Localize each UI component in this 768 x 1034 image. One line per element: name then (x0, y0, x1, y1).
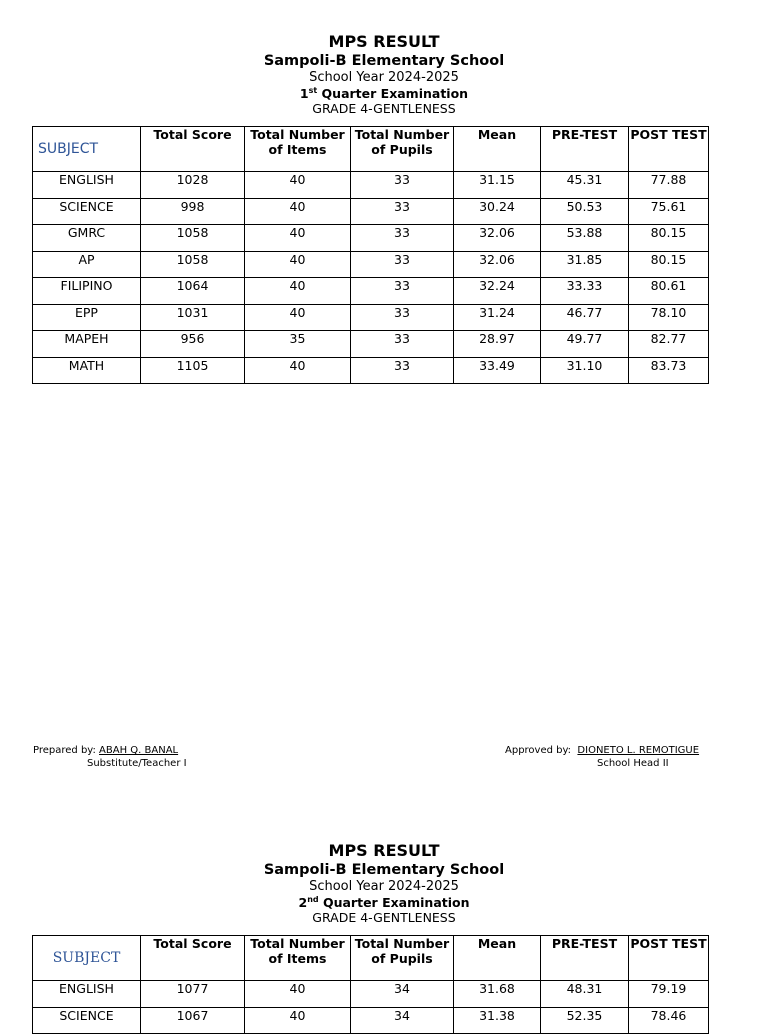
approved-by-title: School Head II (597, 758, 669, 769)
pre-test-cell: 50.53 (541, 198, 629, 225)
total-items-header: Total Number of Items (245, 936, 351, 981)
total-items-cell: 35 (245, 331, 351, 358)
table-row (33, 357, 709, 384)
total-pupils-cell: 33 (351, 198, 454, 225)
total-items-cell: 40 (245, 251, 351, 278)
mean-cell: 32.24 (454, 278, 541, 305)
mean-header: Mean (454, 127, 541, 172)
pre-test-header: PRE-TEST (541, 127, 629, 172)
total-pupils-cell: 33 (351, 251, 454, 278)
mean-cell: 30.24 (454, 198, 541, 225)
subject-cell: GMRC (33, 225, 141, 252)
mean-cell: 31.24 (454, 304, 541, 331)
approved-by-name: DIONETO L. REMOTIGUE (577, 745, 700, 756)
post-test-cell: 79.19 (629, 981, 709, 1008)
table-row (33, 251, 709, 278)
table-row (33, 981, 709, 1008)
prepared-by-name: ABAH Q. BANAL (99, 745, 179, 756)
subject-cell: MATH (33, 357, 141, 384)
report1-table (32, 126, 709, 384)
post-test-cell: 77.88 (629, 172, 709, 199)
pre-test-cell: 31.85 (541, 251, 629, 278)
total-pupils-cell: 33 (351, 172, 454, 199)
mean-cell: 32.06 (454, 251, 541, 278)
total-pupils-cell: 34 (351, 981, 454, 1008)
report2-school-year: School Year 2024-2025 (309, 879, 459, 894)
total-pupils-cell: 33 (351, 225, 454, 252)
prepared-by (33, 744, 178, 757)
total-items-cell: 40 (245, 981, 351, 1008)
total-pupils-cell: 34 (351, 1007, 454, 1034)
report2-title: MPS RESULT (328, 841, 440, 860)
pre-test-header: PRE-TEST (541, 936, 629, 981)
mean-header: Mean (454, 936, 541, 981)
table-row (33, 172, 709, 199)
report2-table (32, 935, 709, 1034)
mean-cell: 31.15 (454, 172, 541, 199)
post-test-cell: 80.61 (629, 278, 709, 305)
total-score-header: Total Score (141, 127, 245, 172)
total-items-cell: 40 (245, 278, 351, 305)
subject-cell: EPP (33, 304, 141, 331)
post-test-header: POST TEST (629, 127, 709, 172)
total-items-cell: 40 (245, 225, 351, 252)
total-pupils-cell: 33 (351, 304, 454, 331)
total-score-cell: 998 (141, 198, 245, 225)
total-score-cell: 1064 (141, 278, 245, 305)
total-items-cell: 40 (245, 198, 351, 225)
table-row (33, 1007, 709, 1034)
subject-cell: FILIPINO (33, 278, 141, 305)
report1-grade: GRADE 4-GENTLENESS (312, 101, 456, 116)
post-test-cell: 80.15 (629, 225, 709, 252)
table-row (33, 304, 709, 331)
total-items-cell: 40 (245, 304, 351, 331)
subject-header: SUBJECT (33, 127, 141, 172)
total-score-cell: 1077 (141, 981, 245, 1008)
report2-school-name: Sampoli-B Elementary School (263, 862, 505, 878)
total-items-cell: 40 (245, 1007, 351, 1034)
report1-school-name: Sampoli-B Elementary School (263, 53, 505, 69)
prepared-by-title: Substitute/Teacher I (87, 758, 187, 769)
post-test-cell: 78.10 (629, 304, 709, 331)
pre-test-cell: 31.10 (541, 357, 629, 384)
table-row (33, 278, 709, 305)
mean-cell: 32.06 (454, 225, 541, 252)
total-pupils-cell: 33 (351, 278, 454, 305)
subject-cell: SCIENCE (33, 1007, 141, 1034)
total-pupils-cell: 33 (351, 357, 454, 384)
mean-cell: 31.38 (454, 1007, 541, 1034)
subject-header: SUBJECT (33, 936, 141, 981)
report1-title: MPS RESULT (328, 32, 440, 51)
mean-cell: 33.49 (454, 357, 541, 384)
post-test-cell: 82.77 (629, 331, 709, 358)
approved-by-label: Approved by: (505, 745, 572, 756)
report2-grade: GRADE 4-GENTLENESS (312, 910, 456, 925)
total-score-cell: 956 (141, 331, 245, 358)
pre-test-cell: 45.31 (541, 172, 629, 199)
total-score-cell: 1058 (141, 251, 245, 278)
subject-cell: MAPEH (33, 331, 141, 358)
subject-cell: AP (33, 251, 141, 278)
pre-test-cell: 53.88 (541, 225, 629, 252)
report1-school-year: School Year 2024-2025 (309, 70, 459, 85)
table-row (33, 225, 709, 252)
total-score-header: Total Score (141, 936, 245, 981)
mean-cell: 28.97 (454, 331, 541, 358)
total-items-header: Total Number of Items (245, 127, 351, 172)
total-score-cell: 1105 (141, 357, 245, 384)
total-items-cell: 40 (245, 172, 351, 199)
pre-test-cell: 46.77 (541, 304, 629, 331)
post-test-cell: 80.15 (629, 251, 709, 278)
report1-quarter: 1st Quarter Examination (299, 86, 469, 101)
subject-cell: ENGLISH (33, 172, 141, 199)
post-test-cell: 83.73 (629, 357, 709, 384)
mean-cell: 31.68 (454, 981, 541, 1008)
total-pupils-header: Total Number of Pupils (351, 127, 454, 172)
subject-cell: SCIENCE (33, 198, 141, 225)
total-pupils-header: Total Number of Pupils (351, 936, 454, 981)
pre-test-cell: 33.33 (541, 278, 629, 305)
approved-by (505, 744, 699, 757)
pre-test-cell: 48.31 (541, 981, 629, 1008)
table-row (33, 198, 709, 225)
prepared-by-label: Prepared by: (33, 745, 96, 756)
total-score-cell: 1031 (141, 304, 245, 331)
report2-quarter: 2nd Quarter Examination (298, 895, 470, 910)
pre-test-cell: 49.77 (541, 331, 629, 358)
post-test-header: POST TEST (629, 936, 709, 981)
total-score-cell: 1028 (141, 172, 245, 199)
total-score-cell: 1067 (141, 1007, 245, 1034)
table-row (33, 331, 709, 358)
pre-test-cell: 52.35 (541, 1007, 629, 1034)
total-score-cell: 1058 (141, 225, 245, 252)
table-header-row (33, 127, 709, 172)
total-pupils-cell: 33 (351, 331, 454, 358)
table-header-row (33, 936, 709, 981)
post-test-cell: 78.46 (629, 1007, 709, 1034)
post-test-cell: 75.61 (629, 198, 709, 225)
total-items-cell: 40 (245, 357, 351, 384)
subject-cell: ENGLISH (33, 981, 141, 1008)
